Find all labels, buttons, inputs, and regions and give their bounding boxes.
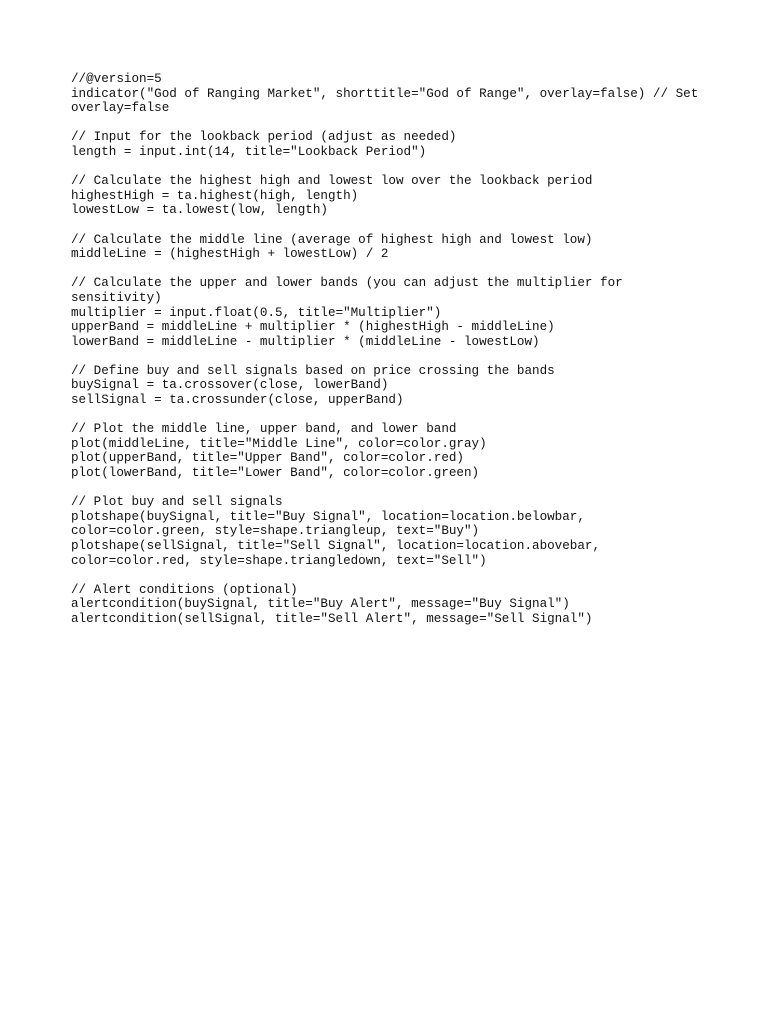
code-paragraph xyxy=(71,276,711,349)
code-line: buySignal = ta.crossover(close, lowerBand) xyxy=(71,378,389,393)
code-line: // Alert conditions (optional) xyxy=(71,582,298,597)
code-line: color=color.red, style=shape.triangledown, text="Sell") xyxy=(71,553,487,568)
code-line: indicator("God of Ranging Market", shorttitle="God of Range", overlay=false) // Set xyxy=(71,86,699,101)
code-line: overlay=false xyxy=(71,101,170,116)
code-line: plotshape(buySignal, title="Buy Signal", location=location.belowbar, xyxy=(71,509,585,524)
code-line: // Calculate the upper and lower bands (you can adjust the multiplier for xyxy=(71,276,623,291)
code-line: upperBand = middleLine + multiplier * (highestHigh - middleLine) xyxy=(71,320,555,335)
code-paragraph xyxy=(71,422,711,480)
code-line: //@version=5 xyxy=(71,72,162,86)
code-line: sensitivity) xyxy=(71,290,162,305)
code-line: sellSignal = ta.crossunder(close, upperBand) xyxy=(71,393,404,408)
code-line: plot(middleLine, title="Middle Line", color=color.gray) xyxy=(71,436,487,451)
code-line: // Calculate the middle line (average of highest high and lowest low) xyxy=(71,232,593,247)
code-line: middleLine = (highestHigh + lowestLow) / 2 xyxy=(71,247,389,262)
code-line: multiplier = input.float(0.5, title="Multiplier") xyxy=(71,305,442,320)
code-line: alertcondition(buySignal, title="Buy Alert", message="Buy Signal") xyxy=(71,597,570,612)
code-line: highestHigh = ta.highest(high, length) xyxy=(71,188,359,203)
code-line: alertcondition(sellSignal, title="Sell Alert", message="Sell Signal") xyxy=(71,611,593,626)
code-line: plot(lowerBand, title="Lower Band", color=color.green) xyxy=(71,466,480,481)
code-line: lowestLow = ta.lowest(low, length) xyxy=(71,203,328,218)
code-paragraph xyxy=(71,495,711,568)
code-paragraph xyxy=(71,72,711,116)
code-paragraph xyxy=(71,130,711,159)
code-line: // Plot the middle line, upper band, and lower band xyxy=(71,422,457,437)
code-paragraph xyxy=(71,233,711,262)
code-paragraph xyxy=(71,583,711,627)
code-paragraph xyxy=(71,364,711,408)
code-line: plotshape(sellSignal, title="Sell Signal", location=location.abovebar, xyxy=(71,539,601,553)
code-line: // Define buy and sell signals based on price crossing the bands xyxy=(71,363,555,378)
code-line: lowerBand = middleLine - multiplier * (middleLine - lowestLow) xyxy=(71,334,540,349)
code-line: length = input.int(14, title="Lookback Period") xyxy=(71,144,427,159)
code-line: // Plot buy and sell signals xyxy=(71,495,283,510)
code-paragraph xyxy=(71,174,711,218)
code-line: plot(upperBand, title="Upper Band", color=color.red) xyxy=(71,451,464,466)
code-line: // Input for the lookback period (adjust as needed) xyxy=(71,130,457,145)
code-line: // Calculate the highest high and lowest low over the lookback period xyxy=(71,174,593,189)
code-block xyxy=(71,72,711,641)
code-line: color=color.green, style=shape.triangleup, text="Buy") xyxy=(71,524,480,539)
